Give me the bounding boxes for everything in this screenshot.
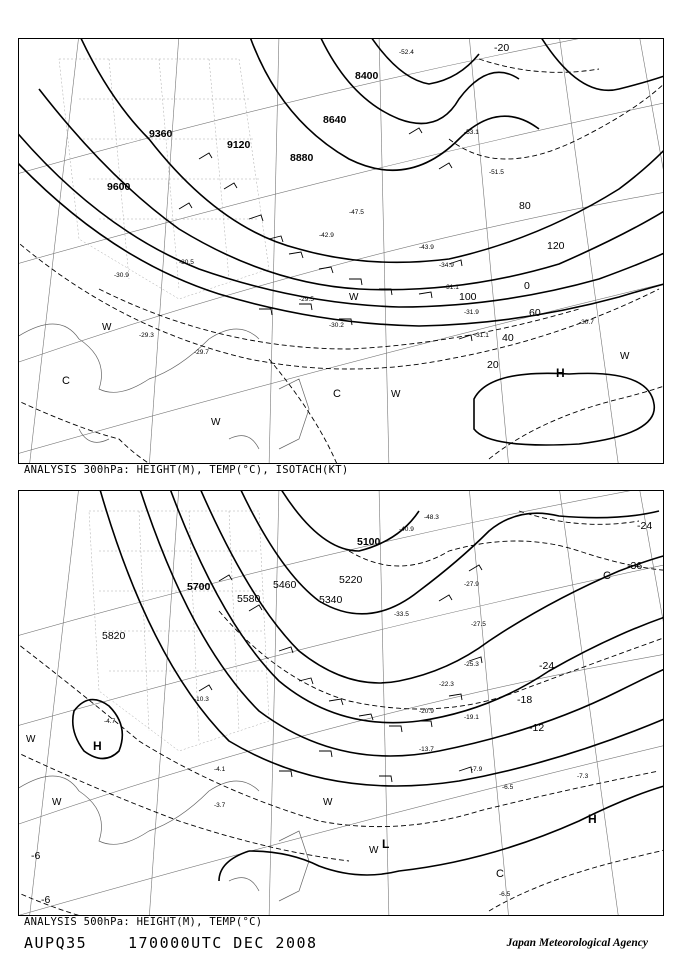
- temp-value: -29.7: [194, 349, 209, 356]
- warm-center-symbol: W: [349, 292, 359, 303]
- isotach-label: 20: [487, 359, 499, 371]
- chart-id: AUPQ35: [24, 934, 88, 952]
- map-500-svg: [19, 491, 663, 915]
- temp-value: -25.3: [464, 661, 479, 668]
- height-label: 5220: [339, 574, 363, 586]
- warm-center-symbol: W: [211, 417, 221, 428]
- temp-value: -34.9: [439, 262, 454, 269]
- isotherm-label: -24: [637, 520, 653, 532]
- temp-value: -4.7: [104, 718, 116, 725]
- agency-credit: Japan Meteorological Agency: [506, 937, 648, 949]
- warm-center-symbol: W: [26, 734, 36, 745]
- temp-value: -30.9: [114, 272, 129, 279]
- temp-value: -30.5: [179, 259, 194, 266]
- low-center-symbol: L: [382, 837, 390, 851]
- coastline: [19, 776, 309, 901]
- temp-value: -40.9: [399, 526, 414, 533]
- isotach-label: 0: [524, 280, 530, 292]
- isotherm-label: -36: [627, 560, 643, 572]
- isotherm-label: -24: [539, 660, 555, 672]
- cold-center-symbol: C: [603, 570, 611, 582]
- height-labels-500: [102, 536, 381, 642]
- temp-value: -43.9: [419, 244, 434, 251]
- height-labels-300: [107, 70, 379, 193]
- high-center-symbol: H: [556, 366, 565, 380]
- analysis-500hpa-map: [18, 490, 664, 916]
- warm-center-symbol: W: [391, 389, 401, 400]
- warm-center-symbol: W: [102, 322, 112, 333]
- temp-value: -6.5: [502, 784, 514, 791]
- temp-value: -42.9: [319, 232, 334, 239]
- temp-value: -31.1: [444, 284, 459, 291]
- map-300-svg: [19, 39, 663, 463]
- caption-300hpa: ANALYSIS 300hPa: HEIGHT(M), TEMP(°C), ISOTACH(KT): [24, 464, 349, 476]
- cold-center-symbol: C: [333, 388, 341, 400]
- temp-value: -53.1: [464, 129, 479, 136]
- height-label: 8400: [355, 70, 379, 82]
- height-label: 9600: [107, 181, 131, 193]
- analysis-300hpa-map: [18, 38, 664, 464]
- temp-value: -52.4: [399, 49, 414, 56]
- isotherm-label: -6: [41, 894, 51, 906]
- pressure-systems-300: [62, 292, 630, 428]
- isotherm-label: -18: [517, 694, 533, 706]
- graticule: [19, 491, 663, 915]
- temp-value: -20.9: [419, 708, 434, 715]
- isotach-label: 60: [529, 307, 541, 319]
- isotach-label: 80: [519, 200, 531, 212]
- temp-value: -27.9: [464, 581, 479, 588]
- temp-value: -3.7: [214, 802, 226, 809]
- station-values-500: [104, 514, 589, 898]
- temp-value: -31.1: [474, 332, 489, 339]
- terrain-mask: [59, 59, 269, 299]
- temp-value: -7.3: [577, 773, 589, 780]
- height-label: 5460: [273, 579, 297, 591]
- height-label: 5700: [187, 581, 211, 593]
- cold-center-symbol: C: [496, 868, 504, 880]
- temp-value: -47.5: [349, 209, 364, 216]
- height-label: 9360: [149, 128, 173, 140]
- graticule: [19, 39, 663, 463]
- temp-value: -27.5: [471, 621, 486, 628]
- high-center-symbol: H: [588, 812, 597, 826]
- isotach-label: 40: [502, 332, 514, 344]
- high-center-symbol: H: [93, 739, 102, 753]
- height-label: 8880: [290, 152, 314, 164]
- temp-value: -13.7: [419, 746, 434, 753]
- isotach-label: 120: [547, 240, 565, 252]
- isotherm-label: -12: [529, 722, 545, 734]
- caption-500hpa: ANALYSIS 500hPa: HEIGHT(M), TEMP(°C): [24, 916, 263, 928]
- height-label: 8640: [323, 114, 347, 126]
- warm-center-symbol: W: [369, 845, 379, 856]
- height-label: 9120: [227, 139, 251, 151]
- temp-value: -30.2: [329, 322, 344, 329]
- temp-value: -19.1: [464, 714, 479, 721]
- cold-center-symbol: C: [62, 375, 70, 387]
- warm-center-symbol: W: [52, 797, 62, 808]
- temp-value: -33.5: [394, 611, 409, 618]
- height-contours: [19, 39, 663, 445]
- temp-value: -6.5: [499, 891, 511, 898]
- temp-value: -4.1: [214, 766, 226, 773]
- temp-value: -29.5: [299, 296, 314, 303]
- isotherm-label: -6: [31, 850, 41, 862]
- isotach-labels: [459, 42, 565, 371]
- isotach-label: -20: [494, 42, 510, 54]
- height-label: 5100: [357, 536, 381, 548]
- temp-value: -30.7: [579, 319, 594, 326]
- temp-value: -7.9: [471, 766, 483, 773]
- pressure-systems-500: [26, 570, 611, 880]
- temp-value: -29.3: [139, 332, 154, 339]
- temp-value: -10.3: [194, 696, 209, 703]
- temp-value: -48.3: [424, 514, 439, 521]
- warm-center-symbol: W: [620, 351, 630, 362]
- height-label: 5820: [102, 630, 126, 642]
- temp-value: -31.9: [464, 309, 479, 316]
- warm-center-symbol: W: [323, 797, 333, 808]
- isotach-label: 100: [459, 291, 477, 303]
- temp-value: -51.5: [489, 169, 504, 176]
- height-label: 5340: [319, 594, 343, 606]
- temp-value: -22.3: [439, 681, 454, 688]
- valid-time: 170000UTC DEC 2008: [128, 934, 318, 952]
- height-label: 5580: [237, 593, 261, 605]
